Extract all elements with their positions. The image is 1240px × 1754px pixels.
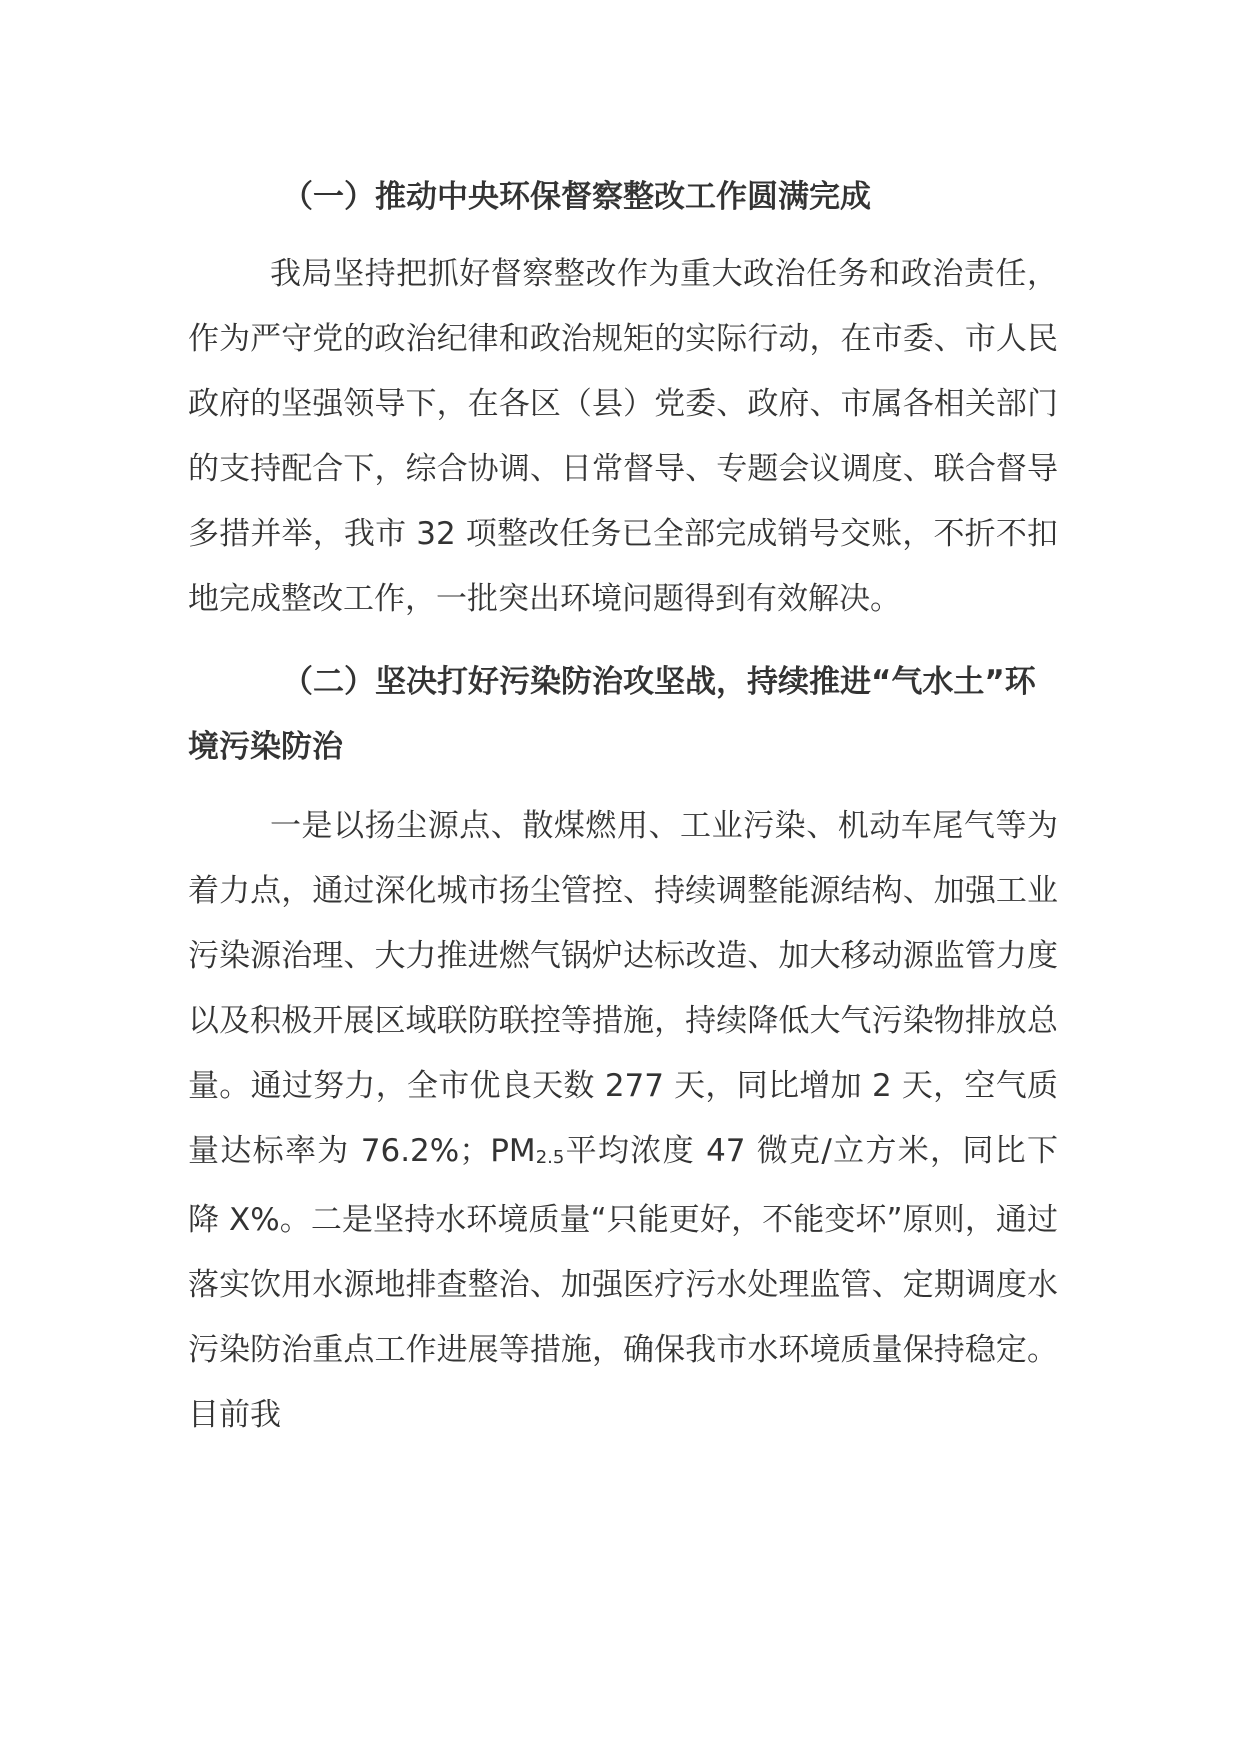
- spacer: [188, 230, 1058, 242]
- document-body: [188, 165, 1058, 1448]
- section-2-paragraph: [188, 794, 1058, 1448]
- section-1-paragraph: 我局坚持把抓好督察整改作为重大政治任务和政治责任，作为严守党的政治纪律和政治规矩的实际行动，在市委、市人民政府的坚强领导下，在各区（县）党委、政府、市属各相关部门的支持配合下，综合协调、日常督导、专题会议调度、联合督导多措并举，我市 32 项整改任务已全部完成销号交账，不折不扣地完成整改工作，一批突出环境问题得到有效解决。: [188, 256, 1058, 617]
- pm-subscript: 2.5: [535, 1147, 565, 1168]
- spacer: [188, 780, 1058, 794]
- section-1-heading: （一）推动中央环保督察整改工作圆满完成: [282, 179, 871, 215]
- section-2-paragraph-text-part-2: 平均浓度 47 微克/立方米，同比下降 X%。二是坚持水环境质量“只能更好，不能变坏”原则，通过落实饮用水源地排查整治、加强医疗污水处理监管、定期调度水污染防治重点工作进展等措施，确保我市水环境质量保持稳定。目前我: [188, 1133, 1058, 1433]
- spacer: [188, 632, 1058, 650]
- section-2-heading: （二）坚决打好污染防治攻坚战，持续推进“气水土”环境污染防治: [188, 664, 1036, 765]
- section-2-paragraph-text-part-1: 一是以扬尘源点、散煤燃用、工业污染、机动车尾气等为着力点，通过深化城市扬尘管控、持续调整能源结构、加强工业污染源治理、大力推进燃气锅炉达标改造、加大移动源监管力度以及积极开展区域联防联控等措施，持续降低大气污染物排放总量。通过努力，全市优良天数 277 天，同比增加 2 天，空气质量达标率为 76.2%；PM: [188, 808, 1058, 1169]
